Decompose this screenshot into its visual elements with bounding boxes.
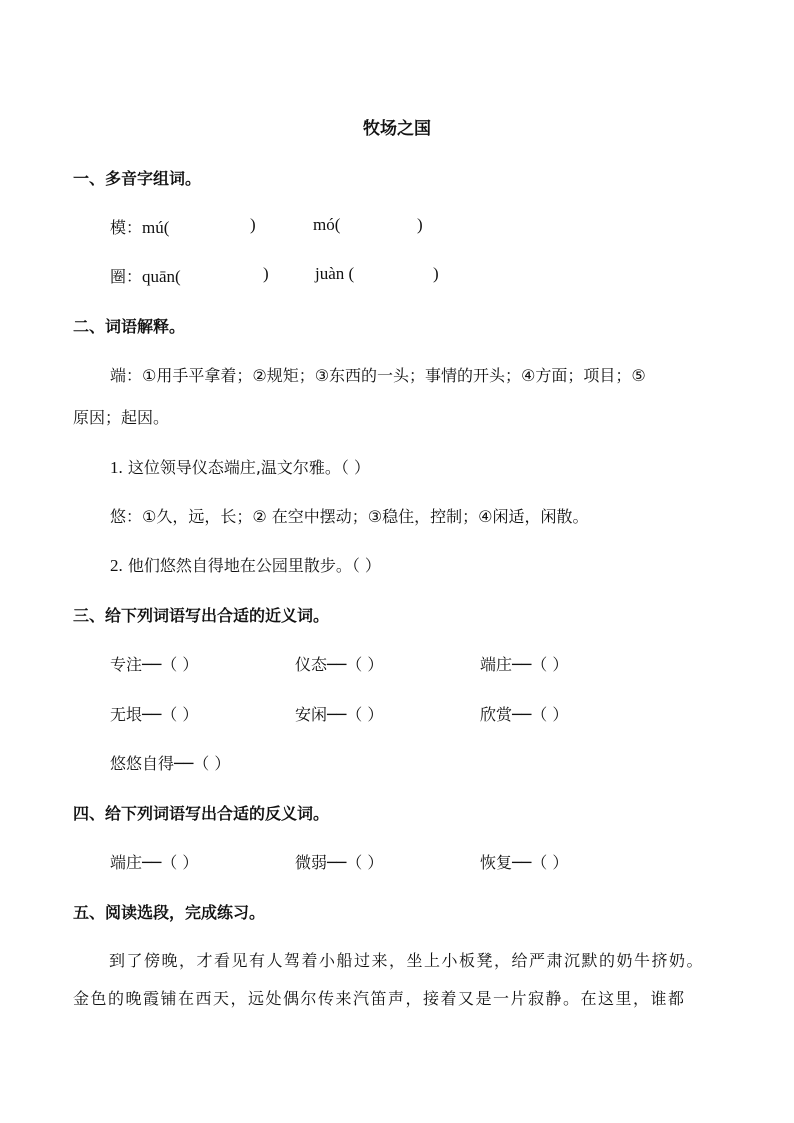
polyphone-row-quan bbox=[110, 264, 181, 287]
section-1-heading: 一、多音字组词。 bbox=[73, 169, 202, 188]
definition-duan-line1: 端：①用手平拿着；②规矩；③东西的一头；事情的开头；④方面；项目；⑤ bbox=[110, 366, 646, 385]
question-1 bbox=[110, 455, 370, 478]
synonym-item: 专注──（ ） bbox=[110, 655, 199, 674]
pinyin-b-close: ) bbox=[433, 264, 439, 283]
section-3-heading: 三、给下列词语写出合适的近义词。 bbox=[73, 606, 330, 625]
pinyin-a: quān( bbox=[142, 267, 181, 286]
section-4-heading: 四、给下列词语写出合适的反义词。 bbox=[73, 804, 330, 823]
question-number: 1. bbox=[110, 458, 123, 477]
synonym-item: 悠悠自得──（ ） bbox=[110, 754, 231, 773]
definition-duan-line2: 原因；起因。 bbox=[73, 408, 170, 427]
synonym-item: 安闲──（ ） bbox=[295, 705, 384, 724]
passage-line: 金色的晚霞铺在西天，远处偶尔传来汽笛声，接着又是一片寂静。在这里，谁都 bbox=[73, 989, 686, 1008]
synonym-item: 无垠──（ ） bbox=[110, 705, 199, 724]
pinyin-a-close: ) bbox=[263, 264, 269, 283]
pinyin-b: juàn ( bbox=[315, 264, 355, 283]
definition-you: 悠：①久，远，长；② 在空中摆动；③稳住，控制；④闲适，闲散。 bbox=[110, 507, 589, 526]
synonym-item: 欣赏──（ ） bbox=[480, 705, 569, 724]
polyphone-label: 模： bbox=[110, 218, 143, 237]
page-title: 牧场之国 bbox=[363, 119, 431, 139]
question-2 bbox=[110, 553, 381, 576]
question-number: 2. bbox=[110, 556, 123, 575]
synonym-item: 端庄──（ ） bbox=[480, 655, 569, 674]
synonym-item: 仪态──（ ） bbox=[295, 655, 384, 674]
pinyin-a: mú( bbox=[142, 218, 170, 237]
question-text: 这位领导仪态端庄,温文尔雅。（ ） bbox=[127, 458, 371, 477]
section-2-heading: 二、词语解释。 bbox=[73, 317, 186, 336]
passage-line: 到了傍晚，才看见有人驾着小船过来，坐上小板凳，给严肃沉默的奶牛挤奶。 bbox=[109, 951, 705, 970]
pinyin-b-close: ) bbox=[417, 215, 423, 234]
polyphone-label: 圈： bbox=[110, 267, 143, 286]
question-text: 他们悠然自得地在公园里散步。（ ） bbox=[127, 556, 381, 575]
antonym-item: 恢复──（ ） bbox=[480, 853, 569, 872]
antonym-item: 微弱──（ ） bbox=[295, 853, 384, 872]
polyphone-row-mu bbox=[110, 215, 169, 238]
pinyin-a-close: ) bbox=[250, 215, 256, 234]
section-5-heading: 五、阅读选段，完成练习。 bbox=[73, 903, 266, 922]
antonym-item: 端庄──（ ） bbox=[110, 853, 199, 872]
pinyin-b: mó( bbox=[313, 215, 341, 234]
reading-passage bbox=[73, 942, 733, 1018]
